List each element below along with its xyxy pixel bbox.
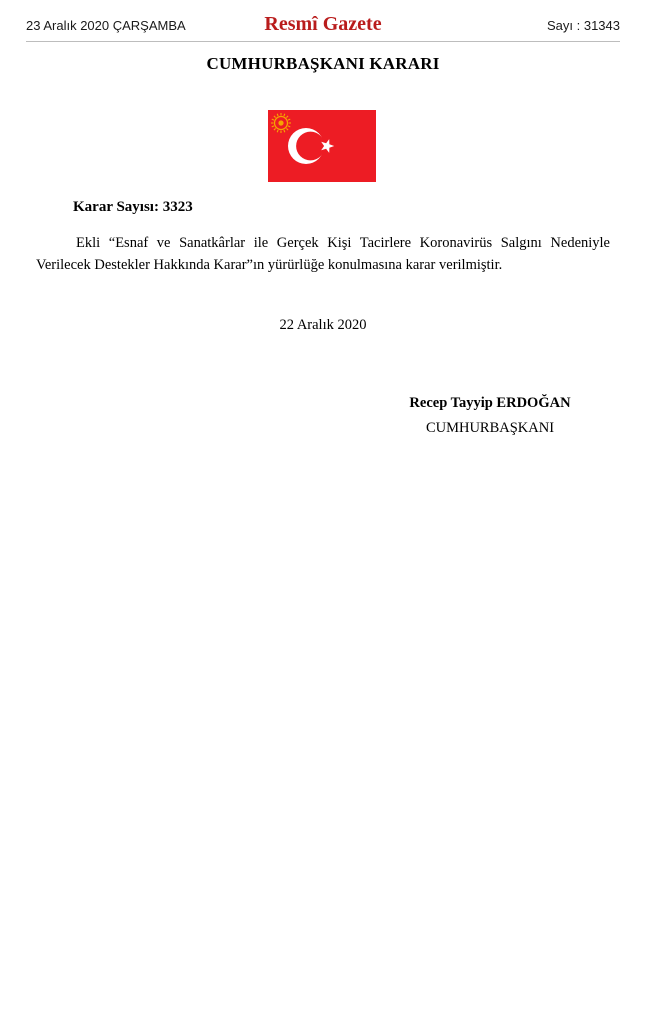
header-date: 23 Aralık 2020 ÇARŞAMBA — [26, 18, 186, 33]
issue-number: Sayı : 31343 — [547, 18, 620, 33]
header-divider — [26, 41, 620, 42]
signer-title: CUMHURBAŞKANI — [425, 420, 555, 436]
gazette-header — [26, 13, 620, 41]
decision-body: Ekli “Esnaf ve Sanatkârlar ile Gerçek Kişi Tacirlere Koronavirüs Salgını Nedeniyle Verilecek Destekler Hakkında Karar”ın yürürlüğe konulmasına karar verilmiştir. — [36, 235, 610, 273]
turkish-flag-icon — [268, 110, 376, 182]
decision-number: Karar Sayısı: 3323 — [73, 199, 193, 215]
publication-title: Resmî Gazete — [264, 13, 382, 35]
document-title: CUMHURBAŞKANI KARARI — [206, 54, 440, 73]
signer-name: Recep Tayyip ERDOĞAN — [409, 395, 571, 411]
decision-date: 22 Aralık 2020 — [279, 317, 367, 333]
presidential-seal-icon — [271, 113, 291, 133]
